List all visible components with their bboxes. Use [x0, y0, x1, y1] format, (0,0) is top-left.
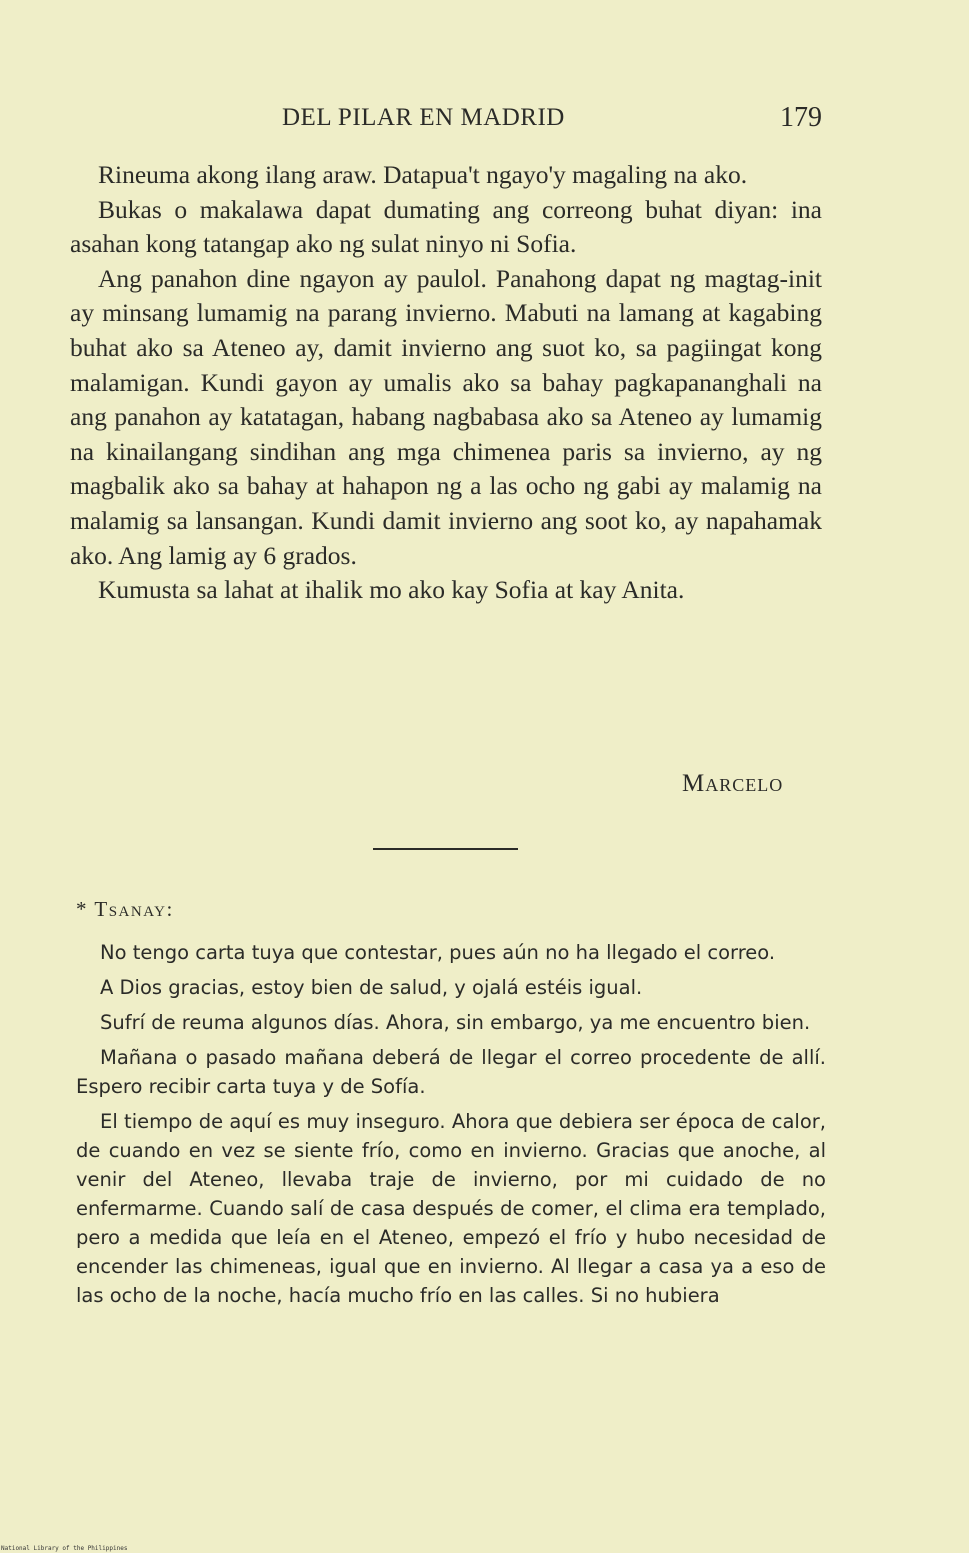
- footnote-translation: [76, 938, 826, 1316]
- translation-paragraph: El tiempo de aquí es muy inseguro. Ahora que debiera ser época de calor, de cuando en vez se siente frío, como en invierno. Gracias que anoche, al venir del Ateneo, llevaba traje de invierno, por mi cuidado de no enfermarme. Cuando salí de casa después de comer, el clima era templado, pero a medida que leía en el Ateneo, empezó el frío y hubo necesidad de encender las chimeneas, igual que en invierno. Al llegar a casa ya a eso de las ocho de la noche, hacía mucho frío en las calles. Si no hubiera: [76, 1110, 826, 1307]
- translation-paragraph: No tengo carta tuya que contestar, pues aún no ha llegado el correo.: [100, 941, 776, 964]
- translation-paragraph: Mañana o pasado mañana deberá de llegar el correo procedente de allí. Espero recibir carta tuya y de Sofía.: [76, 1046, 826, 1098]
- library-credit: National Library of the Philippines: [1, 1545, 128, 1552]
- page-number: 179: [780, 102, 822, 133]
- section-divider: [373, 848, 518, 850]
- footnote-heading: * Tsanay:: [76, 897, 174, 921]
- letter-paragraph: Kumusta sa lahat at ihalik mo ako kay Sofia at kay Anita.: [98, 575, 685, 605]
- translation-paragraph: Sufrí de reuma algunos días. Ahora, sin embargo, ya me encuentro bien.: [100, 1011, 811, 1034]
- letter-body: [70, 158, 822, 608]
- signature: Marcelo: [682, 770, 784, 797]
- running-title: DEL PILAR EN MADRID: [282, 104, 565, 131]
- page-header: [70, 100, 822, 140]
- letter-paragraph: Rineuma akong ilang araw. Datapua't ngayo'y magaling na ako.: [98, 160, 748, 189]
- letter-paragraph: Bukas o makalawa dapat dumating ang correong buhat diyan: ina asahan kong tatangap ako ng sulat ninyo ni Sofia.: [70, 194, 822, 259]
- letter-paragraph: Ang panahon dine ngayon ay paulol. Panahong dapat ng magtag-init ay minsang lumamig na parang invierno. Mabuti na lamang at kagabing buhat ako sa Ateneo ay, damit invierno ang suot ko, sa pagiingat kong malamigan. Kundi gayon ay umalis ako sa bahay pagkapananghali na ang panahon ay katatagan, habang nagbabasa ako sa Ateneo ay lumamig na kinailangang sindihan ang mga chimenea paris sa invierno, ay ng magbalik ako sa bahay at hahapon ng a las ocho ng gabi ay malamig na malamig sa lansangan. Kundi damit invierno ang soot ko, ay napahamak ako. Ang lamig ay 6 grados.: [70, 263, 822, 570]
- translation-paragraph: A Dios gracias, estoy bien de salud, y ojalá estéis igual.: [100, 976, 643, 999]
